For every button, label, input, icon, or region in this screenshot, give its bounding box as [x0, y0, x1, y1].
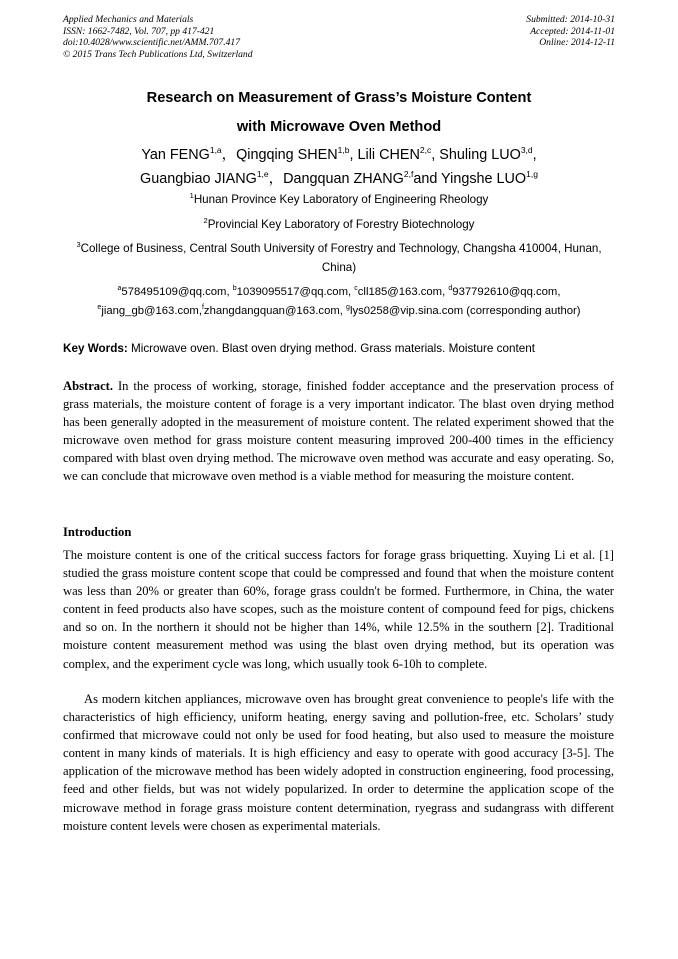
- affiliation-text: College of Business, Central South University of Forestry and Technology, Changsha 410004, Hunan, China): [80, 242, 602, 274]
- title-line-2: with Microwave Oven Method: [236, 119, 442, 135]
- publication-info: [63, 14, 253, 60]
- affiliation-sup: 1: [189, 191, 194, 200]
- author-sup: 2,f: [403, 169, 414, 179]
- abstract: [63, 377, 614, 486]
- issn: ISSN: 1662-7482, Vol. 707, pp 417-421: [63, 25, 215, 37]
- author-name: Guangbiao JIANG: [140, 171, 257, 187]
- author-sup: 1,b: [337, 145, 350, 155]
- email-line-2: [40, 302, 638, 321]
- abstract-label: Abstract.: [63, 379, 114, 393]
- author-sup: 2,c: [419, 145, 432, 155]
- email-sup: a: [117, 285, 122, 292]
- affiliation-text: Hunan Province Key Laboratory of Engineering Rheology: [193, 193, 489, 206]
- accepted-date: Accepted: 2014-11-01: [530, 25, 615, 37]
- author-list: [40, 143, 638, 191]
- email-sup: g: [346, 304, 350, 311]
- email-sup: f: [201, 304, 204, 311]
- author-sup: 1,e: [256, 169, 269, 179]
- keywords: [63, 341, 628, 357]
- author-name: Shuling LUO: [439, 147, 521, 163]
- email-sup: e: [97, 304, 102, 311]
- journal-name: Applied Mechanics and Materials: [63, 14, 194, 25]
- author-name: Dangquan ZHANG: [283, 171, 404, 187]
- author-separator: ,: [532, 147, 537, 163]
- email-list: [40, 283, 638, 321]
- author-separator: ，: [268, 171, 284, 187]
- online-date: Online: 2014-12-11: [539, 37, 615, 48]
- keywords-text: Microwave oven. Blast oven drying method. Grass materials. Moisture content: [127, 342, 536, 355]
- doi: doi:10.4028/www.scientific.net/AMM.707.417: [63, 37, 241, 48]
- introduction-paragraph-2: As modern kitchen appliances, microwave oven has brought great convenience to people's life with the characteristics of high efficiency, uniform heating, energy saving and pollution-free, etc. Scholars’ study confirmed that microwave could not only be used for food heating, but also used to measure the moisture content in many kinds of materials. It is high efficiency and easy to operate with good accuracy [3-5]. The application of the microwave method has been widely adopted in construction engineering, food processing, feed and other fields, but was not widely popularized. In order to determine the application scope of the microwave method in forage grass moisture content determination, ryegrass and sudangrass with different moisture content levels were chosen as experimental materials.: [63, 692, 614, 833]
- affiliation-sup: 2: [203, 216, 208, 225]
- email-address: lys0258@vip.sina.com (corresponding author): [349, 305, 581, 317]
- email-address: cll185@163.com,: [357, 286, 449, 298]
- author-name: Lili CHEN: [357, 147, 420, 163]
- section-heading-introduction: Introduction: [63, 525, 132, 539]
- author-name: Qingqing SHEN: [236, 147, 338, 163]
- email-line-1: [40, 283, 638, 302]
- author-separator: ，: [221, 147, 237, 163]
- author-line-1: [40, 143, 638, 167]
- author-sup: 1,g: [526, 169, 538, 179]
- author-name: Yan FENG: [141, 147, 210, 163]
- abstract-text: In the process of working, storage, finished fodder acceptance and the preservation process of grass materials, the moisture content of forage is a very important indicator. The blast oven drying method has been generally adopted in the measurement of moisture content. The related experiment showed that the microwave oven method for grass moisture content measuring improved 200-400 times in the efficiency compared with blast oven drying method. The microwave oven method was accurate and easy operating. So, we can conclude that microwave oven method is a viable method for measuring the moisture content.: [63, 379, 614, 484]
- affiliation-3: [60, 239, 618, 277]
- affiliation-text: Provincial Key Laboratory of Forestry Biotechnology: [207, 218, 475, 231]
- email-address: 937792610@qq.com,: [452, 286, 561, 298]
- journal-header: [63, 14, 615, 66]
- email-sup: c: [354, 285, 358, 292]
- publication-dates: [526, 14, 615, 49]
- keywords-label: Key Words:: [63, 342, 128, 355]
- title-line-1: Research on Measurement of Grass’s Moisture Content: [146, 90, 532, 106]
- author-name: and Yingshe LUO: [413, 171, 527, 187]
- affiliation-sup: 3: [76, 240, 81, 249]
- author-separator: ,: [431, 147, 440, 163]
- email-sup: b: [232, 285, 237, 292]
- email-address: 1039095517@qq.com,: [236, 286, 355, 298]
- affiliation-2: [50, 215, 628, 234]
- introduction-paragraph-1: The moisture content is one of the critical success factors for forage grass briquetting. Xuying Li et al. [1] studied the grass moisture content scope that could be compressed and found that when the moisture content was less than 20% or greater than 60%, forage grass couldn't be formed. Furthermore, in China, the water content in feed products also have scopes, such as the moisture content of compound feed for pigs, chickens and so on. In the northern it should not be higher than 14%, while 12.5% in the southern [2]. Traditional moisture content measurement method was using the blast oven drying method, but its operation was complex, and the experiment cycle was long, which usually took 6-10h to complete.: [63, 548, 614, 671]
- paper-title: [40, 84, 638, 142]
- email-sup: d: [448, 285, 453, 292]
- author-line-2: [40, 167, 638, 191]
- copyright: © 2015 Trans Tech Publications Ltd, Switzerland: [63, 48, 253, 60]
- author-sup: 1,a: [209, 145, 222, 155]
- affiliation-1: [50, 190, 628, 209]
- email-address: jiang_gb@163.com,: [101, 305, 202, 317]
- author-separator: ,: [349, 147, 358, 163]
- email-address: zhangdangquan@163.com,: [203, 305, 347, 317]
- email-address: 578495109@qq.com,: [121, 286, 233, 298]
- author-sup: 3,d: [520, 145, 533, 155]
- submitted-date: Submitted: 2014-10-31: [526, 14, 615, 25]
